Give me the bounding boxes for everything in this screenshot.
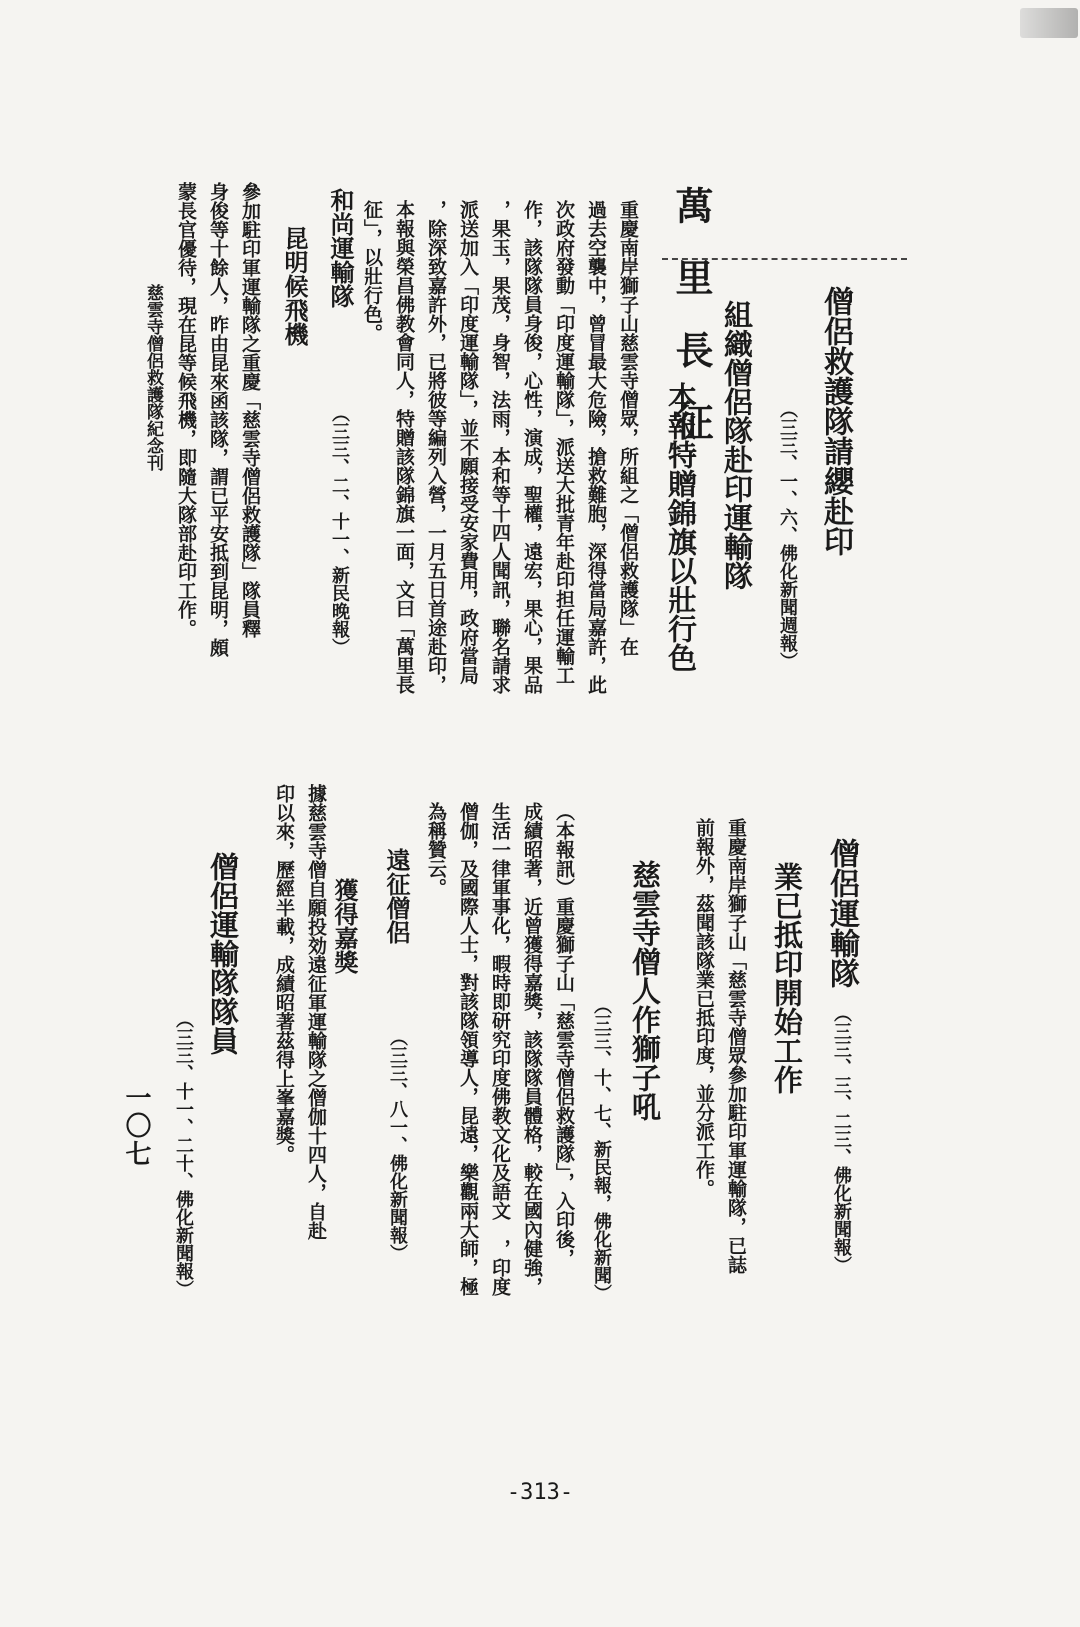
- article-2-title: 組織僧侶隊赴印運輸隊: [720, 300, 754, 590]
- article-6-source: （三三、八一、佛化新聞報）: [387, 1028, 408, 1262]
- inner-page-number: 一〇七: [121, 1084, 151, 1168]
- article-3-signature: 慈雲寺僧侶救護隊紀念刊: [143, 284, 163, 471]
- article-3-source: （三三、二、十一、新民晚報）: [329, 404, 350, 656]
- scan-edge-mark: [1020, 8, 1078, 38]
- article-1-title: 僧侶救護隊請纓赴印: [818, 286, 853, 556]
- article-4-subtitle: 業已抵印開始工作: [770, 862, 804, 1094]
- article-4-body: 重慶南岸獅子山「慈雲寺僧眾參加駐印軍運輸隊，已誌 前報外，茲聞該隊業已抵印度，並分派工作。: [693, 818, 747, 1274]
- article-5-title: 慈雲寺僧人作獅子吼: [628, 860, 662, 1121]
- article-5-body: （本報訊）重慶獅子山「慈雲寺僧侶救護隊」，入印後， 成績昭著，近曾獲得嘉獎，該隊隊員體格，較在國內健強， 生活一律軍事化，暇時即研究印度佛教文化及語文 ，印度 僧伽，及國際人士，對該隊領導人，昆遠，樂觀兩大師，極 為稱贊云。: [425, 802, 575, 1296]
- page-number: -313-: [506, 1480, 574, 1505]
- article-5-source: （三三、十、七、新民報，佛化新聞）: [591, 996, 612, 1302]
- article-3-body: 參加駐印軍運輸隊之重慶「慈雲寺僧侶救護隊」隊員釋 身俊等十餘人，昨由昆來函該隊，謂已平安抵到昆明，頗 蒙長官優待，現在昆等候飛機，即隨大隊部赴印工作。: [175, 182, 261, 657]
- article-2-subtitle: 本報特贈錦旗以壯行色: [664, 382, 698, 672]
- article-4-source: （三三、三、二三、佛化新聞報）: [831, 1004, 852, 1274]
- article-1-source: （三三、一、六、佛化新聞週報）: [777, 400, 798, 670]
- article-4-title: 僧侶運輸隊: [824, 838, 859, 988]
- article-6-body: 據慈雲寺僧自願投効遠征軍運輸隊之僧伽十四人，自赴 印以來，歷經半載，成績昭著茲得上峯嘉獎。: [273, 784, 327, 1240]
- banner-title: 萬里長征: [669, 186, 714, 475]
- article-2-body: 重慶南岸獅子山慈雲寺僧眾，所組之「僧侶救護隊」在 過去空襲中，曾冒最大危險，搶救難胞，深得當局嘉許，此 次政府發動「印度運輸隊」，派送大批青年赴印担任運輸工 作，該隊隊員身俊，心性，演成，聖權，遠宏，果心，果品 ，果玉，果茂，身智，法雨，本和等十四人聞訊，聯名請求 派送加入「印度運輸隊」，並不願接受安家費用，政府當局 ，除深致嘉許外，已將彼等編列入營，一月五日首途赴印， 本報與榮昌佛教會同人，特贈該隊錦旗一面，文曰「萬里長 征」，以壯行色。: [361, 200, 639, 694]
- banner-rule: [662, 258, 907, 260]
- article-3-title: 和尚運輸隊: [326, 188, 355, 308]
- article-7-source: （三三、十一、二十、佛化新聞報）: [173, 1010, 194, 1298]
- article-3-subtitle: 昆明候飛機: [280, 226, 309, 346]
- article-6-title: 遠征僧侶: [382, 848, 411, 944]
- article-7-title: 僧侶運輸隊隊員: [206, 852, 240, 1055]
- article-6-subtitle: 獲得嘉獎: [330, 878, 359, 974]
